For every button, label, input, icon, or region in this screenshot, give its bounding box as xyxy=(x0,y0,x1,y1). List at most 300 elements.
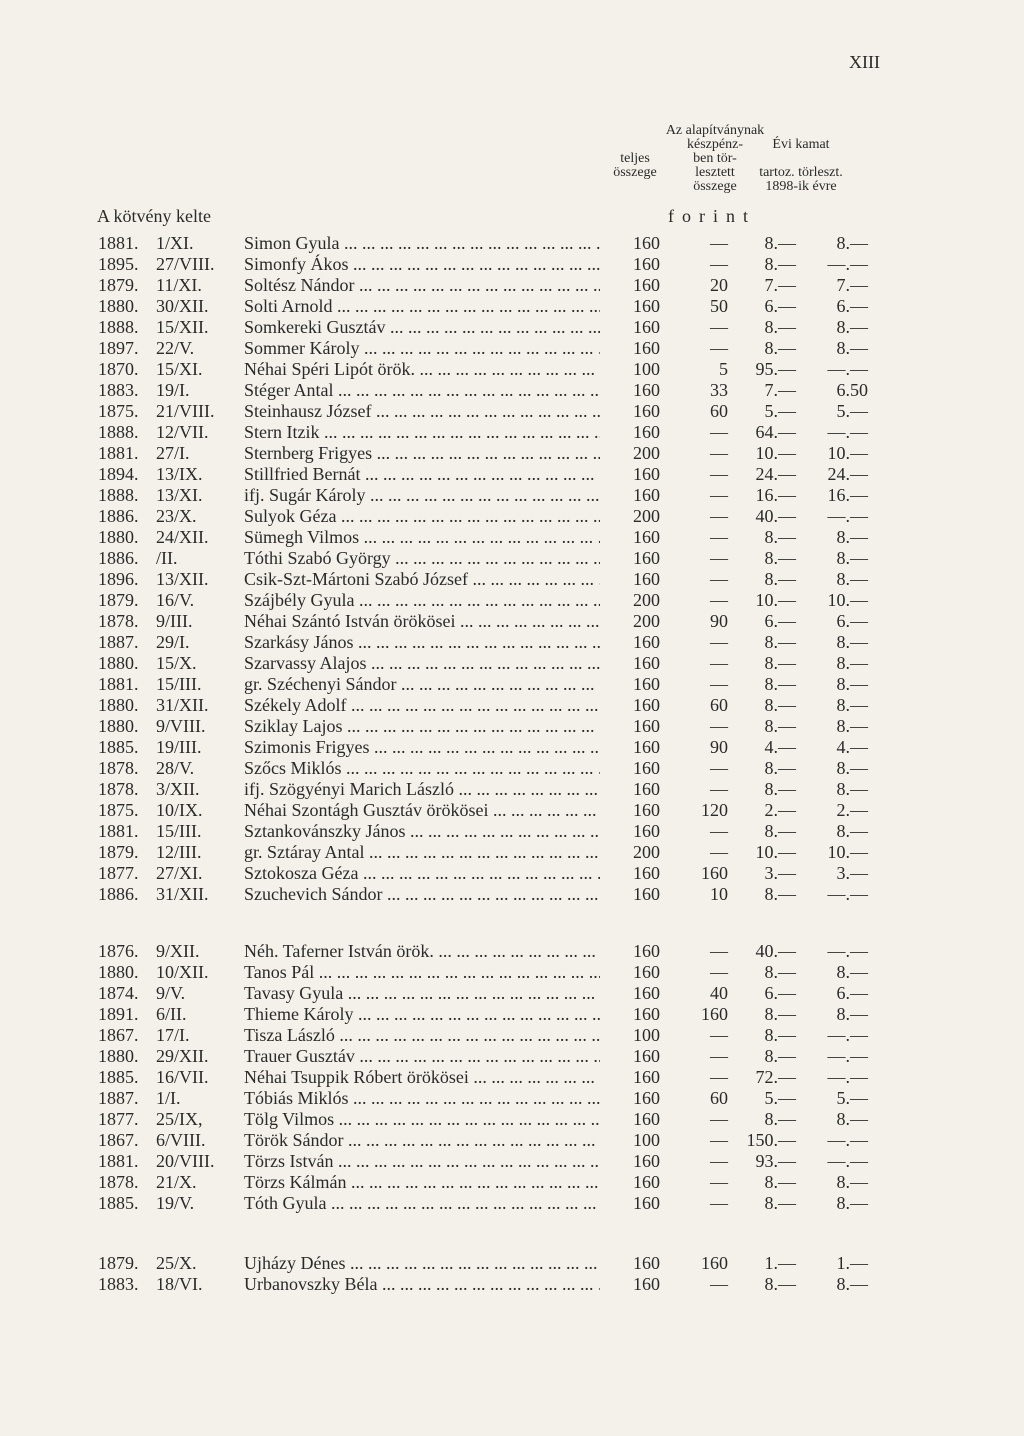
cell-due: 5.— xyxy=(764,401,796,421)
cell-total: 160 xyxy=(633,275,660,295)
cell-total: 160 xyxy=(633,779,660,799)
cell-paid: — xyxy=(710,653,728,673)
table-row xyxy=(0,1025,1024,1046)
cell-due: 8.— xyxy=(764,695,796,715)
cell-paid: — xyxy=(710,1067,728,1087)
cell-interest: 8.— xyxy=(836,962,868,982)
cell-date: 27/I. xyxy=(156,443,190,463)
table-row xyxy=(0,1274,1024,1295)
cell-year: 1867. xyxy=(98,1025,139,1045)
cell-total: 160 xyxy=(633,941,660,961)
cell-date: 1/XI. xyxy=(156,233,194,253)
cell-date: 21/VIII. xyxy=(156,401,215,421)
cell-name: Tóth Gyula ... . xyxy=(244,1193,600,1214)
cell-due: 8.— xyxy=(764,962,796,982)
cell-name: Néh. Taferner István örök. ... . xyxy=(244,941,600,962)
cell-date: 16/VII. xyxy=(156,1067,209,1087)
section-s xyxy=(0,233,1024,905)
table-row xyxy=(0,464,1024,485)
cell-due: 8.— xyxy=(764,632,796,652)
cell-interest: 8.— xyxy=(836,653,868,673)
cell-name: Szarkásy János ... . xyxy=(244,632,600,653)
cell-interest: 8.— xyxy=(836,317,868,337)
cell-due: 8.— xyxy=(764,569,796,589)
cell-due: 8.— xyxy=(764,1172,796,1192)
cell-name: Szájbély Gyula ... . xyxy=(244,590,600,611)
header-total-line: összege xyxy=(613,165,657,180)
cell-interest: 8.— xyxy=(836,548,868,568)
header-group-line: lesztett xyxy=(695,165,735,180)
cell-interest: 8.— xyxy=(836,527,868,547)
cell-due: 10.— xyxy=(755,842,796,862)
cell-year: 1870. xyxy=(98,359,139,379)
cell-total: 160 xyxy=(633,254,660,274)
cell-year: 1881. xyxy=(98,1151,139,1171)
cell-year: 1876. xyxy=(98,941,139,961)
table-row xyxy=(0,443,1024,464)
cell-total: 160 xyxy=(633,401,660,421)
cell-year: 1878. xyxy=(98,611,139,631)
cell-name: Törzs István ... . xyxy=(244,1151,600,1172)
cell-date: 29/I. xyxy=(156,632,190,652)
cell-name: gr. Széchenyi Sándor ... . xyxy=(244,674,600,695)
cell-total: 200 xyxy=(633,842,660,862)
cell-paid: — xyxy=(710,1172,728,1192)
cell-total: 160 xyxy=(633,800,660,820)
section-u xyxy=(0,1253,1024,1295)
cell-interest: 8.— xyxy=(836,716,868,736)
cell-name: Tanos Pál ... . xyxy=(244,962,600,983)
cell-year: 1888. xyxy=(98,317,139,337)
cell-date: 9/V. xyxy=(156,983,186,1003)
cell-paid: — xyxy=(710,590,728,610)
table-row xyxy=(0,401,1024,422)
cell-date: 9/III. xyxy=(156,611,193,631)
cell-due: 8.— xyxy=(764,1004,796,1024)
cell-name: Sztokosza Géza ... . xyxy=(244,863,600,884)
cell-paid: 20 xyxy=(710,275,728,295)
cell-total: 160 xyxy=(633,1151,660,1171)
cell-total: 160 xyxy=(633,548,660,568)
table-row xyxy=(0,359,1024,380)
cell-paid: 60 xyxy=(710,695,728,715)
cell-due: 8.— xyxy=(764,1046,796,1066)
table-row xyxy=(0,611,1024,632)
cell-year: 1883. xyxy=(98,1274,139,1294)
cell-date: 30/XII. xyxy=(156,296,209,316)
cell-name: Tóbiás Miklós ... . xyxy=(244,1088,600,1109)
cell-name: Somkereki Gusztáv ... . xyxy=(244,317,600,338)
cell-name: Török Sándor ... . xyxy=(244,1130,600,1151)
cell-name: Trauer Gusztáv ... . xyxy=(244,1046,600,1067)
cell-date: 31/XII. xyxy=(156,695,209,715)
cell-year: 1880. xyxy=(98,1046,139,1066)
cell-year: 1881. xyxy=(98,821,139,841)
table-row xyxy=(0,506,1024,527)
cell-interest: 6.— xyxy=(836,296,868,316)
cell-paid: 90 xyxy=(710,611,728,631)
table-row xyxy=(0,1046,1024,1067)
cell-date: 15/XI. xyxy=(156,359,203,379)
column-caption: A kötvény kelte xyxy=(97,206,211,226)
cell-due: 8.— xyxy=(764,1274,796,1294)
cell-paid: — xyxy=(710,1025,728,1045)
cell-name: Szőcs Miklós ... . xyxy=(244,758,600,779)
cell-year: 1885. xyxy=(98,1193,139,1213)
cell-name: Solti Arnold ... . xyxy=(244,296,600,317)
cell-date: 15/X. xyxy=(156,653,197,673)
cell-interest: —.— xyxy=(827,422,868,442)
cell-total: 160 xyxy=(633,821,660,841)
cell-due: 4.— xyxy=(764,737,796,757)
cell-due: 150.— xyxy=(746,1130,796,1150)
cell-year: 1894. xyxy=(98,464,139,484)
cell-total: 160 xyxy=(633,1274,660,1294)
cell-date: 15/III. xyxy=(156,821,202,841)
cell-date: 22/V. xyxy=(156,338,195,358)
table-row xyxy=(0,758,1024,779)
table-row xyxy=(0,1088,1024,1109)
cell-interest: 8.— xyxy=(836,1193,868,1213)
cell-interest: 8.— xyxy=(836,1172,868,1192)
cell-total: 160 xyxy=(633,632,660,652)
cell-year: 1878. xyxy=(98,758,139,778)
cell-paid: 120 xyxy=(701,800,728,820)
cell-date: 12/III. xyxy=(156,842,202,862)
cell-date: 9/XII. xyxy=(156,941,200,961)
cell-paid: — xyxy=(710,941,728,961)
cell-year: 1877. xyxy=(98,863,139,883)
cell-date: 10/XII. xyxy=(156,962,209,982)
cell-paid: 60 xyxy=(710,1088,728,1108)
cell-year: 1878. xyxy=(98,779,139,799)
cell-name: Ujházy Dénes ... . xyxy=(244,1253,600,1274)
table-row xyxy=(0,380,1024,401)
cell-paid: — xyxy=(710,758,728,778)
cell-due: 8.— xyxy=(764,338,796,358)
cell-interest: —.— xyxy=(827,1151,868,1171)
cell-name: Soltész Nándor ... . xyxy=(244,275,600,296)
cell-paid: 10 xyxy=(710,884,728,904)
cell-due: 8.— xyxy=(764,254,796,274)
cell-year: 1881. xyxy=(98,443,139,463)
table-row xyxy=(0,296,1024,317)
cell-paid: — xyxy=(710,1109,728,1129)
cell-date: 19/III. xyxy=(156,737,202,757)
cell-year: 1880. xyxy=(98,695,139,715)
cell-year: 1891. xyxy=(98,1004,139,1024)
cell-interest: 8.— xyxy=(836,632,868,652)
table-row xyxy=(0,233,1024,254)
cell-total: 160 xyxy=(633,485,660,505)
table-row xyxy=(0,1151,1024,1172)
cell-total: 160 xyxy=(633,1193,660,1213)
cell-interest: 8.— xyxy=(836,674,868,694)
cell-interest: 2.— xyxy=(836,800,868,820)
cell-date: 10/IX. xyxy=(156,800,203,820)
cell-paid: — xyxy=(710,233,728,253)
cell-year: 1880. xyxy=(98,962,139,982)
cell-date: 15/XII. xyxy=(156,317,209,337)
cell-total: 160 xyxy=(633,737,660,757)
cell-due: 7.— xyxy=(764,275,796,295)
cell-due: 8.— xyxy=(764,317,796,337)
cell-name: Néhai Spéri Lipót örök. ... . xyxy=(244,359,600,380)
cell-total: 160 xyxy=(633,1109,660,1129)
cell-due: 10.— xyxy=(755,590,796,610)
cell-due: 8.— xyxy=(764,548,796,568)
cell-date: 16/V. xyxy=(156,590,195,610)
table-row xyxy=(0,863,1024,884)
cell-date: 25/IX, xyxy=(156,1109,203,1129)
cell-total: 160 xyxy=(633,1046,660,1066)
cell-name: Urbanovszky Béla ... . xyxy=(244,1274,600,1295)
cell-interest: 3.— xyxy=(836,863,868,883)
cell-interest: 16.— xyxy=(827,485,868,505)
cell-name: Sziklay Lajos ... . xyxy=(244,716,600,737)
cell-total: 100 xyxy=(633,1130,660,1150)
cell-total: 160 xyxy=(633,716,660,736)
cell-name: Stern Itzik ... . xyxy=(244,422,600,443)
cell-total: 160 xyxy=(633,569,660,589)
table-row xyxy=(0,800,1024,821)
cell-interest: —.— xyxy=(827,1025,868,1045)
cell-due: 64.— xyxy=(755,422,796,442)
cell-date: 20/VIII. xyxy=(156,1151,215,1171)
cell-name: Tóthi Szabó György ... . xyxy=(244,548,600,569)
cell-due: 8.— xyxy=(764,233,796,253)
cell-total: 160 xyxy=(633,233,660,253)
table-row xyxy=(0,695,1024,716)
cell-year: 1885. xyxy=(98,1067,139,1087)
cell-date: 27/VIII. xyxy=(156,254,215,274)
cell-year: 1895. xyxy=(98,254,139,274)
cell-total: 100 xyxy=(633,359,660,379)
cell-interest: 6.— xyxy=(836,611,868,631)
header-interest-line: 1898-ik évre xyxy=(765,179,837,194)
cell-interest: —.— xyxy=(827,941,868,961)
cell-name: Sulyok Géza ... . xyxy=(244,506,600,527)
unit-label: forint xyxy=(668,206,756,226)
cell-interest: 8.— xyxy=(836,1004,868,1024)
cell-total: 160 xyxy=(633,962,660,982)
cell-name: Tisza László ... . xyxy=(244,1025,600,1046)
cell-year: 1896. xyxy=(98,569,139,589)
cell-date: 19/V. xyxy=(156,1193,195,1213)
cell-year: 1879. xyxy=(98,590,139,610)
cell-paid: 5 xyxy=(719,359,728,379)
cell-interest: —.— xyxy=(827,254,868,274)
cell-year: 1880. xyxy=(98,653,139,673)
cell-total: 200 xyxy=(633,506,660,526)
cell-interest: —.— xyxy=(827,1046,868,1066)
cell-interest: —.— xyxy=(827,1067,868,1087)
header-group-line: készpénz- xyxy=(687,137,743,152)
cell-name: Néhai Szántó István örökösei ... . xyxy=(244,611,600,632)
cell-total: 160 xyxy=(633,1088,660,1108)
cell-interest: —.— xyxy=(827,359,868,379)
cell-paid: — xyxy=(710,506,728,526)
cell-interest: 24.— xyxy=(827,464,868,484)
cell-name: Sztankovánszky János ... . xyxy=(244,821,600,842)
cell-due: 8.— xyxy=(764,779,796,799)
cell-paid: 160 xyxy=(701,1253,728,1273)
cell-date: 23/X. xyxy=(156,506,197,526)
table-row xyxy=(0,1172,1024,1193)
cell-due: 8.— xyxy=(764,1109,796,1129)
cell-total: 160 xyxy=(633,674,660,694)
cell-paid: — xyxy=(710,527,728,547)
cell-paid: — xyxy=(710,962,728,982)
cell-name: Néhai Tsuppik Róbert örökösei ... . xyxy=(244,1067,600,1088)
cell-interest: 8.— xyxy=(836,695,868,715)
cell-year: 1886. xyxy=(98,506,139,526)
cell-date: 1/I. xyxy=(156,1088,181,1108)
cell-interest: 8.— xyxy=(836,758,868,778)
cell-paid: — xyxy=(710,1130,728,1150)
cell-name: Tölg Vilmos ... . xyxy=(244,1109,600,1130)
cell-total: 160 xyxy=(633,422,660,442)
table-row xyxy=(0,632,1024,653)
cell-total: 160 xyxy=(633,380,660,400)
table-row xyxy=(0,275,1024,296)
cell-year: 1888. xyxy=(98,485,139,505)
cell-paid: — xyxy=(710,632,728,652)
header-group-line: összege xyxy=(693,179,737,194)
table-row xyxy=(0,1067,1024,1088)
cell-year: 1883. xyxy=(98,380,139,400)
header-interest-line: tartoz. törleszt. xyxy=(759,165,843,180)
table-row xyxy=(0,485,1024,506)
cell-year: 1885. xyxy=(98,737,139,757)
cell-paid: 50 xyxy=(710,296,728,316)
cell-name: Steinhausz József ... . xyxy=(244,401,600,422)
cell-date: /II. xyxy=(156,548,178,568)
cell-total: 160 xyxy=(633,296,660,316)
cell-total: 160 xyxy=(633,317,660,337)
cell-year: 1879. xyxy=(98,1253,139,1273)
cell-date: 24/XII. xyxy=(156,527,209,547)
section-t xyxy=(0,941,1024,1214)
cell-paid: 160 xyxy=(701,863,728,883)
cell-paid: — xyxy=(710,485,728,505)
cell-interest: 10.— xyxy=(827,842,868,862)
cell-date: 29/XII. xyxy=(156,1046,209,1066)
cell-date: 9/VIII. xyxy=(156,716,206,736)
cell-paid: — xyxy=(710,254,728,274)
cell-date: 12/VII. xyxy=(156,422,209,442)
cell-paid: — xyxy=(710,1193,728,1213)
cell-paid: — xyxy=(710,464,728,484)
cell-year: 1879. xyxy=(98,275,139,295)
cell-date: 21/X. xyxy=(156,1172,197,1192)
table-row xyxy=(0,821,1024,842)
cell-total: 100 xyxy=(633,1025,660,1045)
cell-interest: —.— xyxy=(827,884,868,904)
cell-paid: — xyxy=(710,548,728,568)
cell-name: gr. Sztáray Antal ... . xyxy=(244,842,600,863)
cell-total: 200 xyxy=(633,443,660,463)
header-group-line: Az alapítványnak xyxy=(665,123,765,138)
header-interest xyxy=(736,138,866,194)
cell-due: 6.— xyxy=(764,983,796,1003)
table-row xyxy=(0,548,1024,569)
cell-interest: 10.— xyxy=(827,443,868,463)
cell-total: 160 xyxy=(633,1172,660,1192)
cell-paid: — xyxy=(710,674,728,694)
cell-year: 1886. xyxy=(98,884,139,904)
cell-total: 200 xyxy=(633,611,660,631)
cell-name: Csik-Szt-Mártoni Szabó József ... . xyxy=(244,569,600,590)
table-row xyxy=(0,254,1024,275)
table-row xyxy=(0,983,1024,1004)
cell-due: 8.— xyxy=(764,1193,796,1213)
cell-paid: 60 xyxy=(710,401,728,421)
cell-due: 6.— xyxy=(764,611,796,631)
cell-due: 1.— xyxy=(764,1253,796,1273)
cell-paid: 33 xyxy=(710,380,728,400)
cell-due: 10.— xyxy=(755,443,796,463)
cell-due: 16.— xyxy=(755,485,796,505)
cell-paid: — xyxy=(710,422,728,442)
cell-interest: 5.— xyxy=(836,1088,868,1108)
table-row xyxy=(0,941,1024,962)
cell-name: Szuchevich Sándor ... . xyxy=(244,884,600,905)
cell-interest: 8.— xyxy=(836,569,868,589)
cell-due: 6.— xyxy=(764,296,796,316)
cell-name: ifj. Sugár Károly ... . xyxy=(244,485,600,506)
cell-name: Szarvassy Alajos ... . xyxy=(244,653,600,674)
cell-due: 8.— xyxy=(764,821,796,841)
cell-total: 160 xyxy=(633,338,660,358)
cell-paid: — xyxy=(710,569,728,589)
cell-interest: 8.— xyxy=(836,233,868,253)
cell-name: Simon Gyula ... . xyxy=(244,233,600,254)
cell-paid: — xyxy=(710,443,728,463)
cell-interest: 8.— xyxy=(836,821,868,841)
cell-total: 200 xyxy=(633,590,660,610)
cell-due: 8.— xyxy=(764,716,796,736)
table-row xyxy=(0,1253,1024,1274)
cell-interest: 5.— xyxy=(836,401,868,421)
cell-due: 8.— xyxy=(764,674,796,694)
cell-date: 19/I. xyxy=(156,380,190,400)
table-row xyxy=(0,962,1024,983)
cell-date: 13/XI. xyxy=(156,485,203,505)
cell-date: 13/IX. xyxy=(156,464,203,484)
cell-date: 3/XII. xyxy=(156,779,200,799)
cell-due: 95.— xyxy=(755,359,796,379)
table-row xyxy=(0,674,1024,695)
cell-paid: — xyxy=(710,317,728,337)
header-interest-line: Évi kamat xyxy=(772,137,830,152)
table-row xyxy=(0,779,1024,800)
cell-paid: — xyxy=(710,1151,728,1171)
header-group-line: ben tör- xyxy=(693,151,737,166)
cell-total: 160 xyxy=(633,884,660,904)
cell-year: 1888. xyxy=(98,422,139,442)
cell-due: 24.— xyxy=(755,464,796,484)
cell-interest: 10.— xyxy=(827,590,868,610)
cell-date: 6/II. xyxy=(156,1004,187,1024)
cell-interest: 8.— xyxy=(836,779,868,799)
cell-name: Székely Adolf ... . xyxy=(244,695,600,716)
cell-paid: — xyxy=(710,821,728,841)
cell-total: 160 xyxy=(633,653,660,673)
cell-paid: — xyxy=(710,338,728,358)
header-total-line: teljes xyxy=(620,151,650,166)
cell-year: 1887. xyxy=(98,632,139,652)
